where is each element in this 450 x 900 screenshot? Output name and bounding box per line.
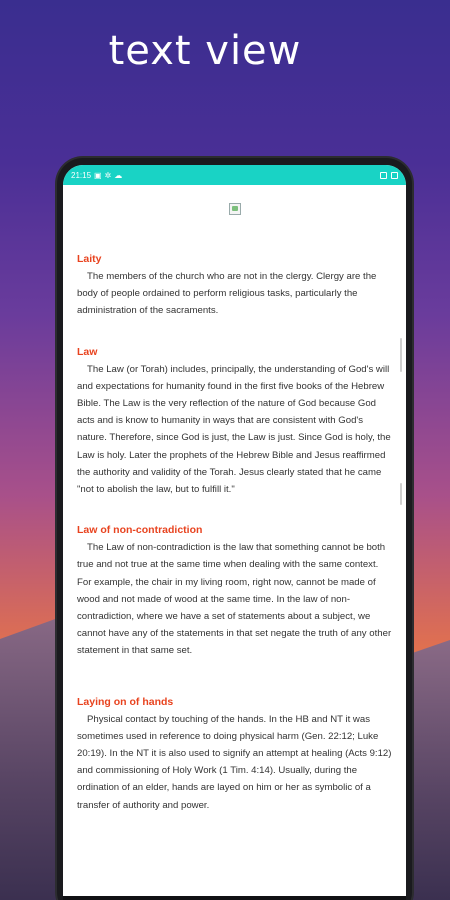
settings-icon: ✲ bbox=[104, 170, 112, 180]
status-left bbox=[71, 171, 122, 180]
text-view-content[interactable] bbox=[63, 203, 406, 900]
hero-title: text view bbox=[108, 28, 302, 74]
scrollbar-thumb[interactable] bbox=[400, 338, 402, 372]
header-image-icon bbox=[229, 203, 241, 215]
phone-screen bbox=[63, 165, 406, 900]
battery-icon bbox=[391, 172, 398, 179]
entry-text: The Law (or Torah) includes, principally, the understanding of God's will and expectations for humanity found in the first five books of the Hebrew Bible. The Law is the very reflection of the nature of God because God acts and is know to humanity in ways that are consistent with God's nature. Therefore, since God is just, the Law is just. Since God is holy, the Law is holy. Later the prophets of the Hebrew Bible and Jesus reaffirmed the authority and validity of the Torah. Jesus clearly stated that he came "not to abolish the law, but to fulfill it." bbox=[77, 363, 391, 496]
entry-term: Laity bbox=[77, 253, 102, 265]
entry-law-of-non-contradiction bbox=[77, 524, 392, 659]
status-time: 21:15 bbox=[71, 170, 92, 180]
status-bar bbox=[63, 165, 406, 185]
status-right bbox=[380, 172, 398, 179]
entry-text: Physical contact by touching of the hands. In the HB and NT it was sometimes used in reference to doing physical harm (Gen. 22:12; Luke 20:19). In the NT it is also used to signify an attempt at healing (Acts 9:12) and commissioning of Holy Work (1 Tim. 4:14). Usually, during the ordination of an elder, hands are layed on him or her as symbolic of a transfer of authority and power. bbox=[77, 713, 392, 811]
entry-laying-on-of-hands bbox=[77, 696, 392, 814]
navigation-bar bbox=[63, 896, 406, 900]
entry-text: The members of the church who are not in the clergy. Clergy are the body of people ordained to perform religious tasks, particularly the administration of the sacraments. bbox=[77, 271, 377, 317]
entry-term: Law of non-contradiction bbox=[77, 524, 203, 537]
entry-term: Law bbox=[77, 345, 98, 358]
screenshot-icon bbox=[380, 172, 387, 179]
scrollbar-marker bbox=[400, 483, 402, 505]
phone-frame bbox=[57, 158, 412, 900]
entry-term: Laying on of hands bbox=[77, 695, 174, 708]
notification-icon: ▣ bbox=[94, 170, 102, 180]
entry-law bbox=[77, 346, 392, 499]
entry-text: The Law of non-contradiction is the law that something cannot be both true and not true at the same time when dealing with the same context. For example, the chair in my living room, right now, cannot be made of wood and not made of wood at the same time. In the law of non-contradiction, where we have a set of statements about a subject, we cannot have any of the statements in that set negate the truth of any other statement in that same set. bbox=[77, 542, 392, 657]
cloud-icon: ☁ bbox=[114, 170, 123, 180]
entry-laity bbox=[77, 253, 392, 320]
